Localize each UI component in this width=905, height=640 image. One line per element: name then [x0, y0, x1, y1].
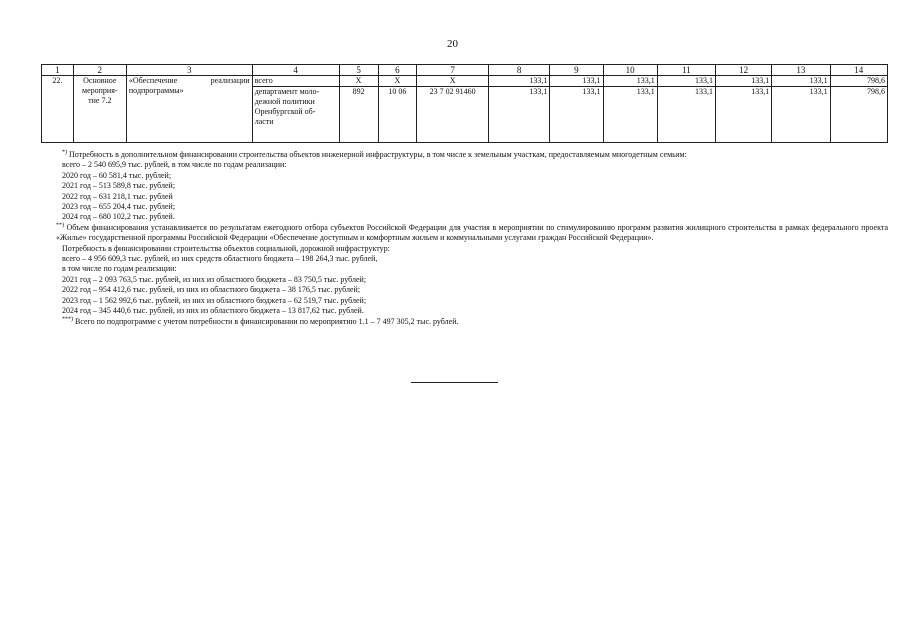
footnote-1-line: 2023 год – 655 204,4 тыс. рублей; — [62, 202, 176, 212]
value-cell: 133,1 — [488, 76, 549, 87]
value-cell: 133,1 — [550, 76, 603, 87]
csr-cell: 23 7 02 91460 — [417, 87, 489, 143]
column-number: 5 — [339, 65, 378, 76]
budget-table — [41, 64, 888, 143]
footnote-1-heading — [62, 150, 888, 160]
value-cell: 133,1 — [550, 87, 603, 143]
value-cell: 133,1 — [772, 76, 830, 87]
footnote-2-mark: **) — [56, 222, 64, 229]
event-line: мероприя- — [82, 86, 118, 95]
footnote-2-line: в том числе по годам реализации: — [62, 264, 177, 274]
executor-line: Оренбургской об- — [254, 107, 316, 116]
column-number: 8 — [488, 65, 549, 76]
executor-line: дежной политики — [254, 97, 315, 106]
event-name-cell — [126, 76, 252, 143]
grbs-cell: 892 — [339, 87, 378, 143]
total-value-cell: 798,6 — [830, 76, 887, 87]
column-number: 2 — [73, 65, 126, 76]
footnote-1-line: 2020 год – 60 581,4 тыс. рублей; — [62, 170, 172, 180]
footnote-3-mark: ***) — [62, 315, 73, 322]
column-number: 10 — [603, 65, 657, 76]
column-number: 6 — [378, 65, 417, 76]
executor-line: ласти — [254, 117, 274, 126]
footnote-1-line: 2022 год – 631 218,1 тыс. рублей — [62, 191, 173, 201]
footnote-2-line: всего – 4 956 609,3 тыс. рублей, из них средств областного бюджета – 198 264,3 тыс. рублей, — [62, 254, 378, 264]
column-number-row — [42, 65, 888, 76]
row-number: 22. — [42, 76, 74, 143]
executor-department — [252, 87, 339, 143]
footnote-1-line: 2024 год – 680 102,2 тыс. рублей. — [62, 212, 175, 222]
value-cell: 133,1 — [716, 87, 772, 143]
value-cell: 133,1 — [772, 87, 830, 143]
grbs-cell: Х — [339, 76, 378, 87]
value-cell: 133,1 — [603, 76, 657, 87]
value-cell: 133,1 — [716, 76, 772, 87]
footnote-2-line: 2023 год – 1 562 992,6 тыс. рублей, из них из областного бюджета – 62 519,7 тыс. рублей; — [62, 295, 367, 305]
event-cell — [73, 76, 126, 143]
value-cell: 133,1 — [657, 76, 715, 87]
footnote-1-mark: *) — [62, 149, 67, 156]
executor-line: департамент моло- — [254, 87, 320, 96]
page-number: 20 — [447, 38, 458, 50]
column-number: 14 — [830, 65, 887, 76]
rzpr-cell: Х — [378, 76, 417, 87]
footnote-3 — [62, 317, 888, 327]
column-number: 1 — [42, 65, 74, 76]
column-number: 11 — [657, 65, 715, 76]
end-divider — [411, 382, 498, 383]
column-number: 7 — [417, 65, 489, 76]
column-number: 9 — [550, 65, 603, 76]
footnote-2-line: Потребность в финансировании строительства объектов социальной, дорожной инфраструктур: — [62, 243, 390, 253]
footnote-2-text: Объем финансирования устанавливается по результатам ежегодного отбора субъектов Российской Федерации для участия в мероприятии по стимулированию программ развития жилищного строительства в рамках федерального проекта «Жилье» государственной программы Российской Федерации «Обеспечение доступным и комфортным жильем и коммунальными услугами граждан Российской Федерации». — [56, 222, 888, 243]
column-number: 4 — [252, 65, 339, 76]
value-cell: 133,1 — [603, 87, 657, 143]
footnote-2-line: 2021 год – 2 093 763,5 тыс. рублей, из них из областного бюджета – 83 750,5 тыс. рублей; — [62, 274, 367, 284]
value-cell: 133,1 — [488, 87, 549, 143]
footnote-3-text: Всего по подпрограмме с учетом потребности в финансировании по мероприятию 1.1 – 7 497 305,2 тыс. рублей. — [73, 316, 459, 326]
column-number: 12 — [716, 65, 772, 76]
event-name-line: подпрограммы» — [128, 86, 184, 95]
value-cell: 133,1 — [657, 87, 715, 143]
footnote-1-text: Потребность в дополнительном финансировании строительства объектов инженерной инфраструктуры, в том числе к земельным участкам, предоставляемым многодетным семьям: — [67, 150, 687, 159]
footnote-1-line: 2021 год – 513 589,8 тыс. рублей; — [62, 181, 176, 191]
column-number: 13 — [772, 65, 830, 76]
column-number: 3 — [126, 65, 252, 76]
executor-total: всего — [252, 76, 339, 87]
footnotes — [56, 149, 888, 327]
event-name-line: «Обеспечение реализации — [128, 76, 250, 85]
footnote-2-line: 2022 год – 954 412,6 тыс. рублей, из них из областного бюджета – 38 176,5 тыс. рублей; — [62, 285, 361, 295]
csr-cell: Х — [417, 76, 489, 87]
table-row-total — [42, 76, 888, 87]
rzpr-cell: 10 06 — [378, 87, 417, 143]
total-value-cell: 798,6 — [830, 87, 887, 143]
footnote-2-heading — [56, 223, 888, 244]
event-line: Основное — [83, 76, 117, 85]
event-line: тие 7.2 — [88, 96, 112, 105]
footnote-2-line: 2024 год – 345 440,6 тыс. рублей, из них из областного бюджета – 13 817,62 тыс. рублей. — [62, 306, 364, 316]
footnote-1-line: всего – 2 540 695,9 тыс. рублей, в том числе по годам реализации: — [62, 160, 287, 170]
